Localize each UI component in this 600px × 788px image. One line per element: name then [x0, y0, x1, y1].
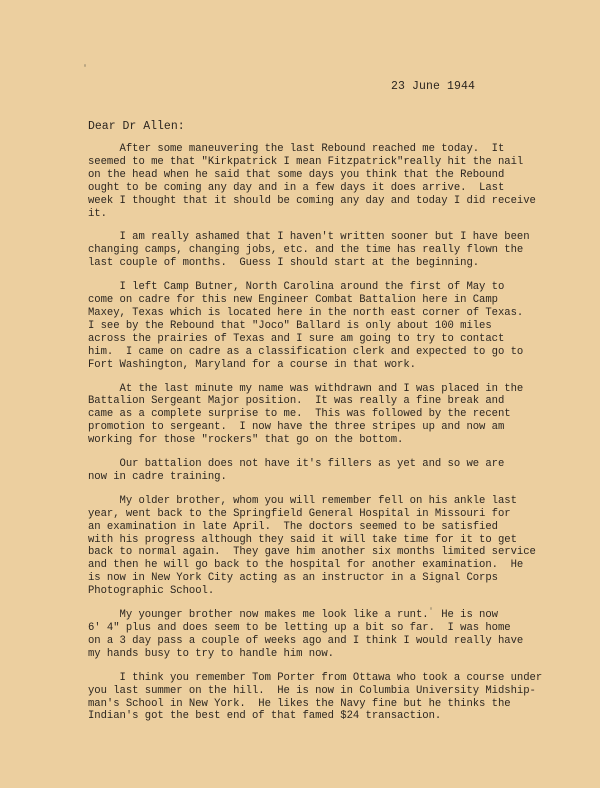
- text-line: last couple of months. Guess I should start at the beginning.: [88, 257, 480, 270]
- letter-date: 23 June 1944: [391, 80, 476, 93]
- paragraph: [88, 458, 528, 484]
- text-line: I think you remember Tom Porter from Ottawa who took a course under: [88, 671, 543, 684]
- text-line: My younger brother now makes me look like a runt. He is now: [88, 609, 498, 622]
- salutation: Dear Dr Allen:: [88, 120, 185, 133]
- text-line: my hands busy to try to handle him now.: [88, 647, 334, 660]
- text-line: with his progress although they said it will take time for it to get: [88, 533, 517, 546]
- text-line: man's School in New York. He likes the Navy fine but he thinks the: [88, 697, 511, 710]
- text-line: 6' 4" plus and does seem to be letting up a bit so far. I was home: [88, 622, 511, 634]
- text-line: I left Camp Butner, North Carolina around the first of May to: [88, 281, 505, 294]
- text-line: I am really ashamed that I haven't written sooner but I have been: [88, 231, 530, 244]
- text-line: Battalion Sergeant Major position. It was really a fine break and: [88, 395, 505, 408]
- text-line: My older brother, whom you will remember fell on his ankle last: [88, 494, 517, 507]
- text-line: At the last minute my name was withdrawn and I was placed in the: [88, 382, 524, 395]
- text-line: week I thought that it should be coming any day and today I did receive: [88, 194, 536, 207]
- paragraph: [88, 609, 528, 661]
- text-line: Photographic School.: [88, 585, 215, 598]
- paragraph: [88, 281, 528, 371]
- text-line: across the prairies of Texas and I sure am going to try to contact: [88, 332, 505, 345]
- text-line: now in cadre training.: [88, 470, 227, 483]
- text-line: came as a complete surprise to me. This was followed by the recent: [88, 408, 511, 421]
- text-line: working for those "rockers" that go on the bottom.: [88, 434, 404, 447]
- text-line: Our battalion does not have it's fillers as yet and so we are: [88, 458, 505, 471]
- text-line: back to normal again. They gave him another six months limited service: [88, 546, 536, 559]
- text-line: on the head when he said that some days you think that the Rebound: [88, 168, 505, 181]
- paragraph: [88, 494, 536, 598]
- text-line: Maxey, Texas which is located here in the north east corner of Texas.: [88, 306, 524, 319]
- paragraph: [88, 143, 536, 220]
- paragraph: [88, 383, 528, 448]
- letter-body: [88, 143, 543, 734]
- text-line: it.: [88, 207, 107, 220]
- text-line: him. I came on cadre as a classification clerk and expected to go to: [88, 345, 524, 358]
- text-line: ought to be coming any day and in a few days it does arrive. Last: [88, 181, 505, 194]
- text-line: and then he will go back to the hospital for another examination. He: [88, 559, 524, 572]
- text-line: on a 3 day pass a couple of weeks ago and I think I would really have: [88, 634, 524, 647]
- text-line: Indian's got the best end of that famed $24 transaction.: [88, 710, 442, 723]
- text-line: I see by the Rebound that "Joco" Ballard is only about 100 miles: [88, 319, 492, 332]
- text-line: is now in New York City acting as an instructor in a Signal Corps: [88, 572, 498, 585]
- text-line: an examination in late April. The doctors seemed to be satisfied: [88, 520, 498, 533]
- text-line: you last summer on the hill. He is now in Columbia University Midship-: [88, 684, 536, 697]
- text-line: After some maneuvering the last Rebound reached me today. It: [88, 143, 505, 155]
- text-line: come on cadre for this new Engineer Combat Battalion here in Camp: [88, 294, 498, 307]
- text-line: seemed to me that "Kirkpatrick I mean Fitzpatrick"really hit the nail: [88, 155, 524, 168]
- paragraph: [88, 231, 528, 270]
- text-line: year, went back to the Springfield General Hospital in Missouri for: [88, 507, 511, 520]
- paper-speck: [84, 64, 86, 67]
- paragraph: [88, 671, 543, 724]
- text-line: changing camps, changing jobs, etc. and the time has really flown the: [88, 244, 524, 257]
- text-line: promotion to sergeant. I now have the three stripes up and now am: [88, 421, 505, 434]
- text-line: Fort Washington, Maryland for a course in that work.: [88, 358, 416, 371]
